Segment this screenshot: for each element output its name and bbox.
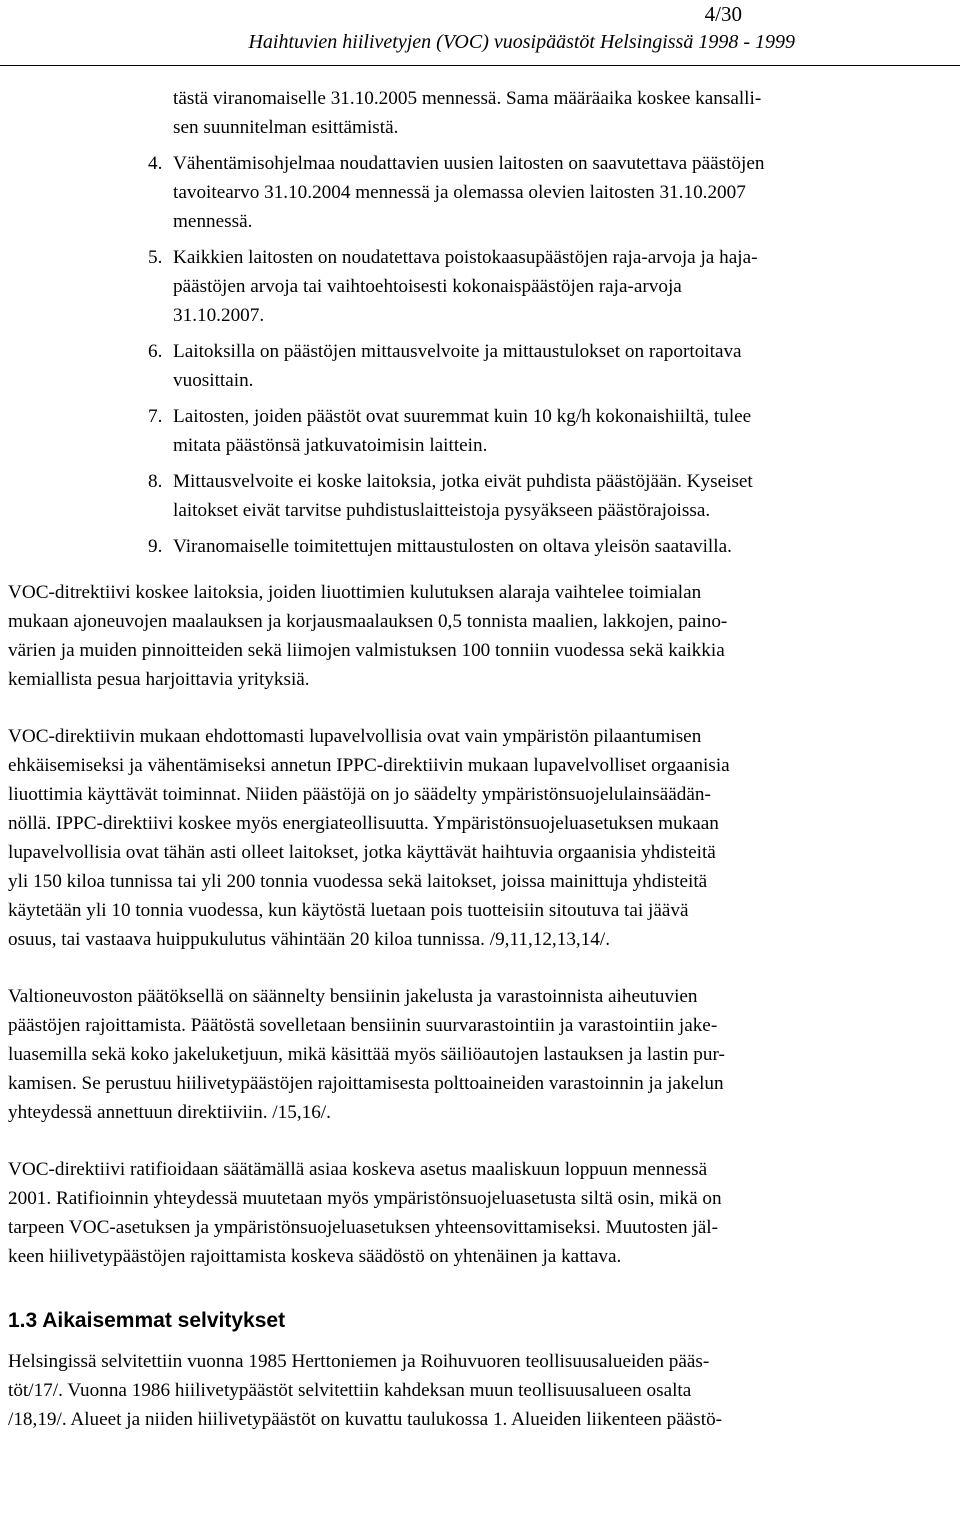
text-line: VOC-direktiivi ratifioidaan säätämällä asiaa koskeva asetus maaliskuun loppuun mennessä	[8, 1159, 708, 1180]
list-number: 8.	[148, 471, 163, 492]
text-line: tavoitearvo 31.10.2004 mennessä ja olemassa olevien laitosten 31.10.2007	[173, 182, 746, 203]
text-line: päästöjen arvoja tai vaihtoehtoisesti kokonaispäästöjen raja-arvoja	[173, 276, 682, 297]
text-line: Mittausvelvoite ei koske laitoksia, jotka eivät puhdista päästöjään. Kyseiset	[173, 471, 753, 492]
list-number: 7.	[148, 406, 163, 427]
text-line: /18,19/. Alueet ja niiden hiilivetypäästöt on kuvattu taulukossa 1. Alueiden liikenteen päästö-	[8, 1409, 723, 1430]
text-line: tarpeen VOC-asetuksen ja ympäristönsuojeluasetuksen yhteensovittamiseksi. Muutosten jäl-	[8, 1217, 718, 1238]
text-line: VOC-direktiivin mukaan ehdottomasti lupavelvollisia ovat vain ympäristön pilaantumisen	[8, 726, 702, 747]
list-number: 4.	[148, 153, 163, 174]
text-line: laitokset eivät tarvitse puhdistuslaitteistoja pysyäkseen päästörajoissa.	[173, 500, 711, 521]
text-line: mukaan ajoneuvojen maalauksen ja korjausmaalauksen 0,5 tonnista maalien, lakkojen, paino-	[8, 611, 728, 632]
text-line: mennessä.	[173, 211, 253, 232]
text-line: Helsingissä selvitettiin vuonna 1985 Herttoniemen ja Roihuvuoren teollisuusalueiden pääs-	[8, 1351, 710, 1372]
list-item-5	[8, 243, 953, 330]
text-line: kamisen. Se perustuu hiilivetypäästöjen rajoittamisesta polttoaineiden varastoinnin ja jakelun	[8, 1073, 724, 1094]
list-item-7	[8, 402, 953, 460]
section-paragraph	[8, 1347, 953, 1434]
text-line: käytetään yli 10 tonnia vuodessa, kun käytöstä luetaan pois tuotteisiin sitoutuva tai jäävä	[8, 900, 689, 921]
text-line: nöllä. IPPC-direktiivi koskee myös energiateollisuutta. Ympäristönsuojeluasetuksen mukaan	[8, 813, 719, 834]
running-title: Haihtuvien hiilivetyjen (VOC) vuosipäästöt Helsingissä 1998 - 1999	[248, 31, 795, 53]
text-line: vuosittain.	[173, 370, 254, 391]
list-number: 9.	[148, 536, 163, 557]
list-item-4	[8, 149, 953, 236]
paragraph-gasoline	[8, 982, 953, 1127]
text-line: Viranomaiselle toimitettujen mittaustulosten on oltava yleisön saatavilla.	[173, 536, 732, 557]
list-item-8	[8, 467, 953, 525]
text-line: VOC-ditrektiivi koskee laitoksia, joiden liuottimien kulutuksen alaraja vaihtelee toimialan	[8, 582, 702, 603]
paragraph-ratification	[8, 1155, 953, 1271]
text-line: yli 150 kiloa tunnissa tai yli 200 tonnia vuodessa sekä laitokset, joissa mainittuja yhdisteitä	[8, 871, 708, 892]
text-line: lupavelvollisia ovat tähän asti olleet laitokset, jotka käyttävät haihtuvia orgaanisia yhdisteitä	[8, 842, 716, 863]
paragraph-permits	[8, 722, 953, 954]
text-line: Laitosten, joiden päästöt ovat suuremmat kuin 10 kg/h kokonaishiiltä, tulee	[173, 406, 752, 427]
paragraph-voc-scope	[8, 578, 953, 694]
text-line: keen hiilivetypäästöjen rajoittamista koskeva säädöstö on yhtenäinen ja kattava.	[8, 1246, 622, 1267]
text-line: Kaikkien laitosten on noudatettava poistokaasupäästöjen raja-arvoja ja haja-	[173, 247, 758, 268]
text-line: Laitoksilla on päästöjen mittausvelvoite ja mittaustulokset on raportoitava	[173, 341, 742, 362]
section-heading: 1.3 Aikaisemmat selvitykset	[8, 1309, 286, 1332]
text-line: mitata päästönsä jatkuvatoimisin laittein.	[173, 435, 488, 456]
text-line: Valtioneuvoston päätöksellä on säännelty bensiinin jakelusta ja varastoinnista aiheutuvien	[8, 986, 698, 1007]
text-line: Vähentämisohjelmaa noudattavien uusien laitosten on saavutettava päästöjen	[173, 153, 765, 174]
text-line: yhteydessä annettuun direktiiviin. /15,16/.	[8, 1102, 331, 1123]
text-line: liuottimia käyttävät toiminnat. Niiden päästöjä on jo säädelty ympäristönsuojelulainsäädän-	[8, 784, 711, 805]
text-line: osuus, tai vastaava huippukulutus vähintään 20 kiloa tunnissa. /9,11,12,13,14/.	[8, 929, 611, 950]
list-item-6	[8, 337, 953, 395]
text-line: tästä viranomaiselle 31.10.2005 mennessä. Sama määräaika koskee kansalli-	[173, 88, 762, 109]
list-number: 5.	[148, 247, 163, 268]
text-line: värien ja muiden pinnoitteiden sekä liimojen valmistuksen 100 tonniin vuodessa sekä kaikkia	[8, 640, 725, 661]
text-line: töt/17/. Vuonna 1986 hiilivetypäästöt selvitettiin kahdeksan muun teollisuusalueen osalta	[8, 1380, 692, 1401]
list-item-9	[8, 532, 953, 561]
text-line: 31.10.2007.	[173, 305, 265, 326]
text-line: 2001. Ratifioinnin yhteydessä muutetaan myös ympäristönsuojeluasetusta siltä osin, mikä on	[8, 1188, 722, 1209]
text-line: luasemilla sekä koko jakeluketjuun, mikä käsittää myös säiliöautojen lastauksen ja lastin pur-	[8, 1044, 725, 1065]
page-number: 4/30	[704, 2, 742, 26]
list-continuation	[173, 84, 953, 142]
document-body	[8, 84, 953, 1434]
list-number: 6.	[148, 341, 163, 362]
text-line: sen suunnitelman esittämistä.	[173, 117, 399, 138]
header-rule	[0, 65, 960, 66]
text-line: kemiallista pesua harjoittavia yrityksiä.	[8, 669, 310, 690]
text-line: ehkäisemiseksi ja vähentämiseksi annetun IPPC-direktiivin mukaan lupavelvolliset orgaanisia	[8, 755, 730, 776]
text-line: päästöjen rajoittamista. Päätöstä sovelletaan bensiinin suurvarastointiin ja varastointiin jake-	[8, 1015, 718, 1036]
